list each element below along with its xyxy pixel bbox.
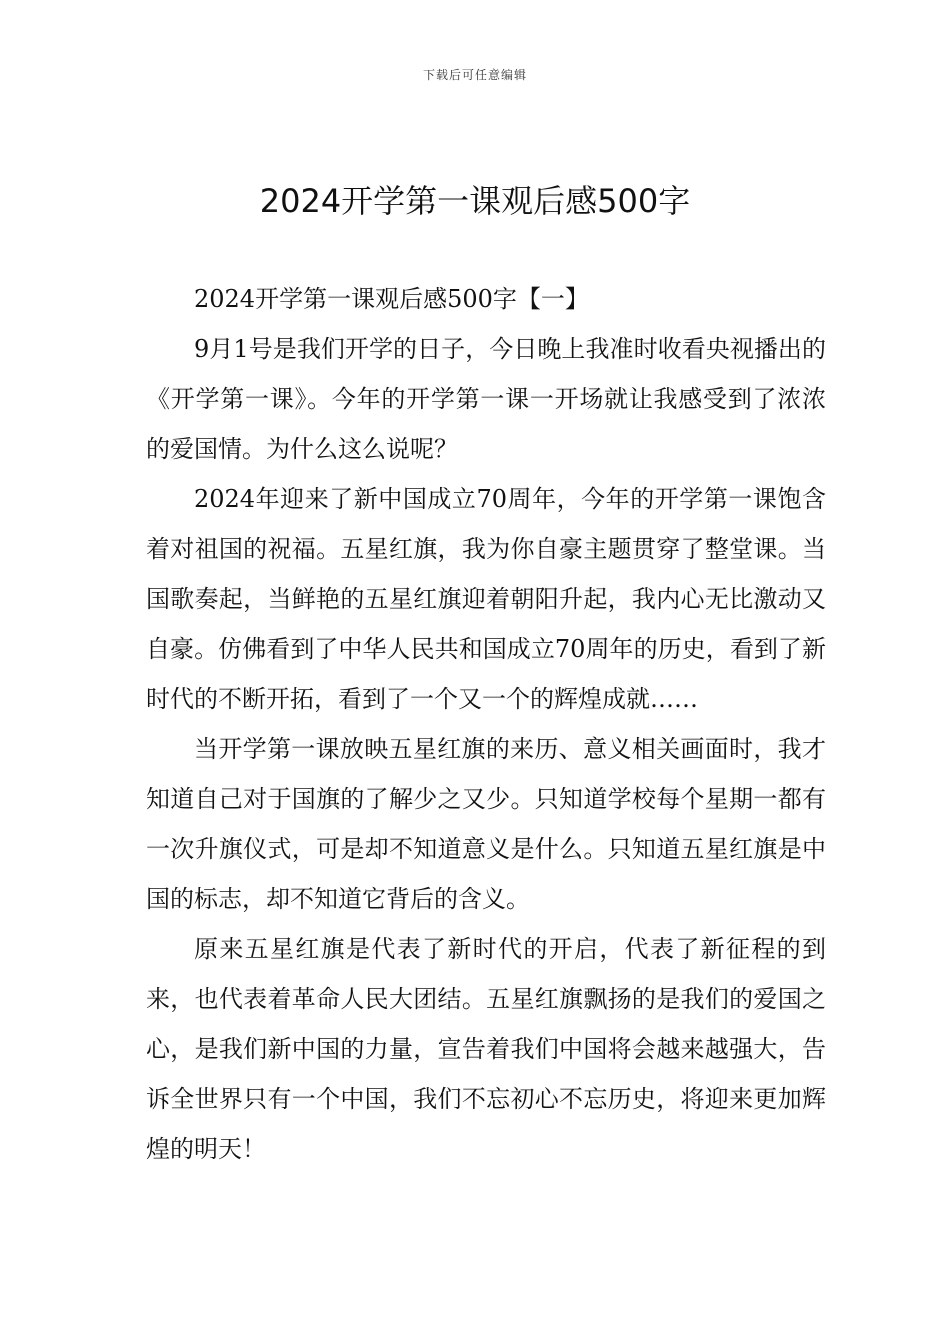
section-subheading: 2024开学第一课观后感500字【一】 xyxy=(194,285,589,313)
header-note: 下载后可任意编辑 xyxy=(422,68,527,82)
document-title: 2024开学第一课观后感500字 xyxy=(259,182,691,220)
document-body xyxy=(146,274,826,1174)
paragraph-3: 当开学第一课放映五星红旗的来历、意义相关画面时，我才知道自己对于国旗的了解少之又少。只知道学校每个星期一都有一次升旗仪式，可是却不知道意义是什么。只知道五星红旗是中国的标志，却不知道它背后的含义。 xyxy=(146,735,826,913)
paragraph-2: 2024年迎来了新中国成立70周年，今年的开学第一课饱含着对祖国的祝福。五星红旗，我为你自豪主题贯穿了整堂课。当国歌奏起，当鲜艳的五星红旗迎着朝阳升起，我内心无比激动又自豪。仿佛看到了中华人民共和国成立70周年的历史，看到了新时代的不断开拓，看到了一个又一个的辉煌成就…… xyxy=(146,485,826,713)
paragraph-1: 9月1号是我们开学的日子，今日晚上我准时收看央视播出的《开学第一课》。今年的开学第一课一开场就让我感受到了浓浓的爱国情。为什么这么说呢？ xyxy=(146,335,826,463)
paragraph-4: 原来五星红旗是代表了新时代的开启，代表了新征程的到来，也代表着革命人民大团结。五星红旗飘扬的是我们的爱国之心，是我们新中国的力量，宣告着我们中国将会越来越强大，告诉全世界只有一个中国，我们不忘初心不忘历史，将迎来更加辉煌的明天！ xyxy=(146,935,826,1163)
